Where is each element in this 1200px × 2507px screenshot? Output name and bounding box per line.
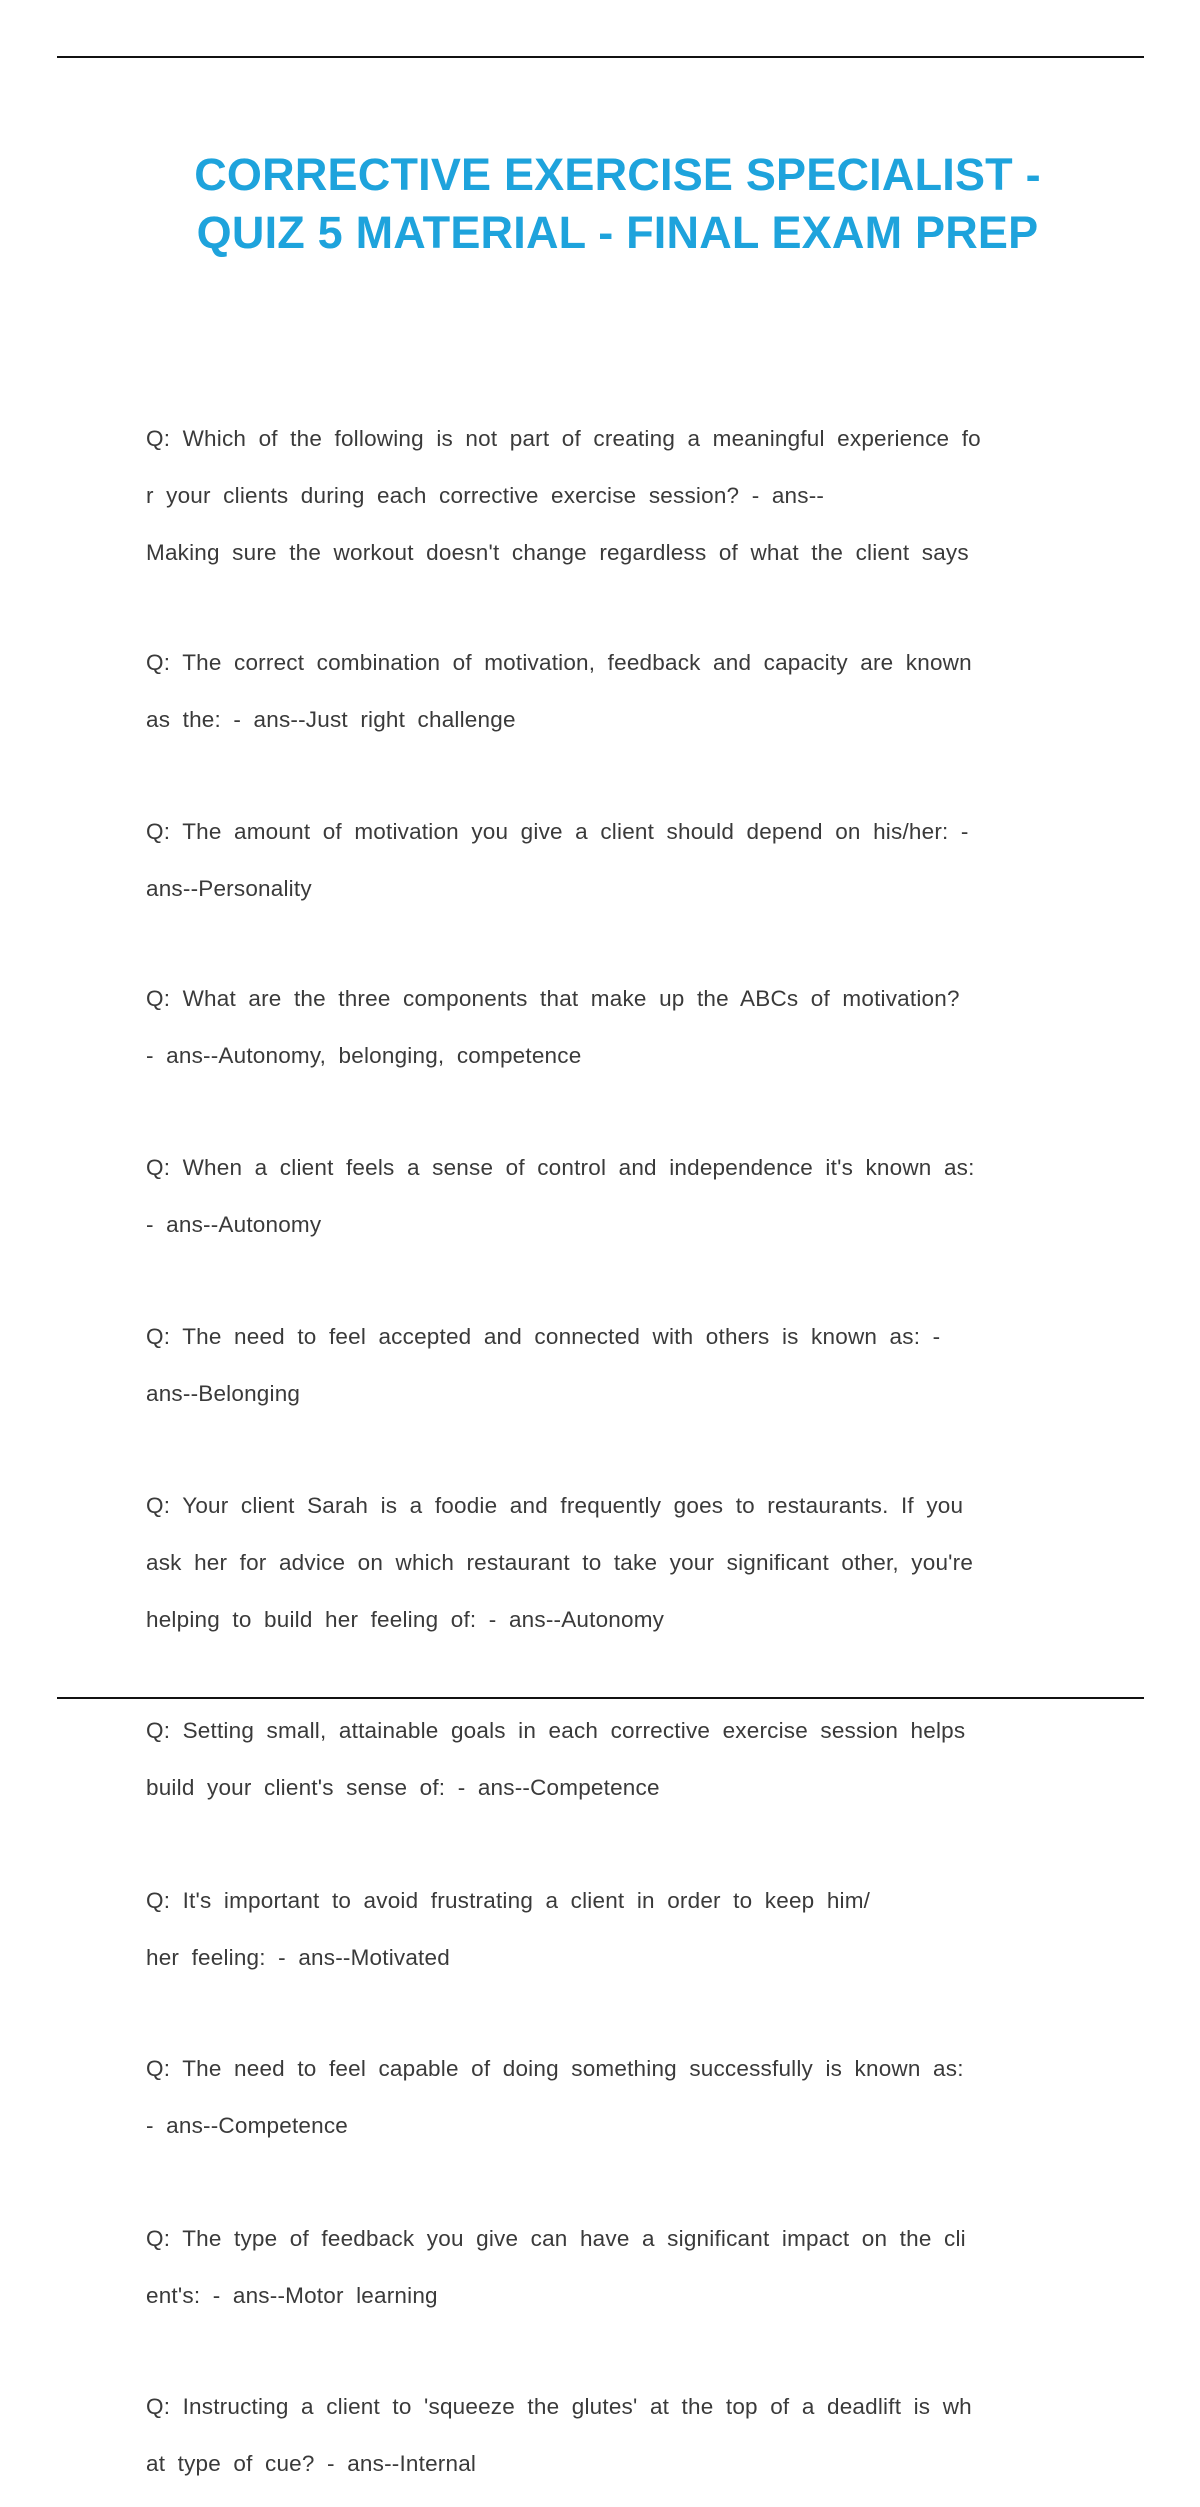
qa-item	[146, 1125, 1090, 1268]
qa-item	[146, 1463, 1090, 1663]
qa-item	[146, 957, 1090, 1100]
question-answer-list	[146, 396, 1090, 2507]
qa-line: Q: The need to feel capable of doing something successfully is known as:	[146, 2055, 1090, 2084]
qa-line: ans--Belonging	[146, 1380, 1090, 1409]
qa-line: ans--Personality	[146, 875, 1090, 904]
document-title	[100, 146, 1135, 262]
qa-line: Q: The correct combination of motivation, feedback and capacity are known	[146, 649, 1090, 678]
qa-line: build your client's sense of: - ans--Competence	[146, 1774, 1090, 1803]
title-line: QUIZ 5 MATERIAL - FINAL EXAM PREP	[100, 204, 1135, 262]
qa-line: Q: Setting small, attainable goals in each corrective exercise session helps	[146, 1717, 1090, 1746]
qa-line: - ans--Competence	[146, 2112, 1090, 2141]
qa-item	[146, 2196, 1090, 2339]
qa-line: as the: - ans--Just right challenge	[146, 706, 1090, 735]
qa-line: - ans--Autonomy, belonging, competence	[146, 1042, 1090, 1071]
title-line: CORRECTIVE EXERCISE SPECIALIST -	[100, 146, 1135, 204]
qa-line: Q: Your client Sarah is a foodie and frequently goes to restaurants. If you	[146, 1492, 1090, 1521]
qa-line: Q: The need to feel accepted and connected with others is known as: -	[146, 1323, 1090, 1352]
qa-line: r your clients during each corrective exercise session? - ans--	[146, 482, 1090, 511]
header-rule	[57, 56, 1144, 58]
qa-item	[146, 396, 1090, 596]
qa-line: - ans--Autonomy	[146, 1211, 1090, 1240]
qa-item	[146, 2027, 1090, 2170]
qa-item	[146, 1295, 1090, 1438]
qa-line: helping to build her feeling of: - ans--Autonomy	[146, 1606, 1090, 1635]
qa-item	[146, 1689, 1090, 1832]
qa-line: Making sure the workout doesn't change regardless of what the client says	[146, 539, 1090, 568]
qa-item	[146, 1858, 1090, 2001]
footer-rule	[57, 1697, 1144, 1699]
qa-line: Q: Which of the following is not part of creating a meaningful experience fo	[146, 425, 1090, 454]
qa-item	[146, 621, 1090, 764]
qa-line: Q: The amount of motivation you give a client should depend on his/her: -	[146, 818, 1090, 847]
qa-line: Q: What are the three components that make up the ABCs of motivation?	[146, 985, 1090, 1014]
qa-line: at type of cue? - ans--Internal	[146, 2450, 1090, 2479]
qa-line: Q: Instructing a client to 'squeeze the glutes' at the top of a deadlift is wh	[146, 2393, 1090, 2422]
qa-line: her feeling: - ans--Motivated	[146, 1944, 1090, 1973]
qa-line: ent's: - ans--Motor learning	[146, 2282, 1090, 2311]
qa-line: Q: The type of feedback you give can have a significant impact on the cli	[146, 2225, 1090, 2254]
qa-item	[146, 789, 1090, 932]
qa-item	[146, 2365, 1090, 2507]
qa-line: Q: When a client feels a sense of control and independence it's known as:	[146, 1154, 1090, 1183]
qa-line: Q: It's important to avoid frustrating a client in order to keep him/	[146, 1887, 1090, 1916]
qa-line: ask her for advice on which restaurant to take your significant other, you're	[146, 1549, 1090, 1578]
